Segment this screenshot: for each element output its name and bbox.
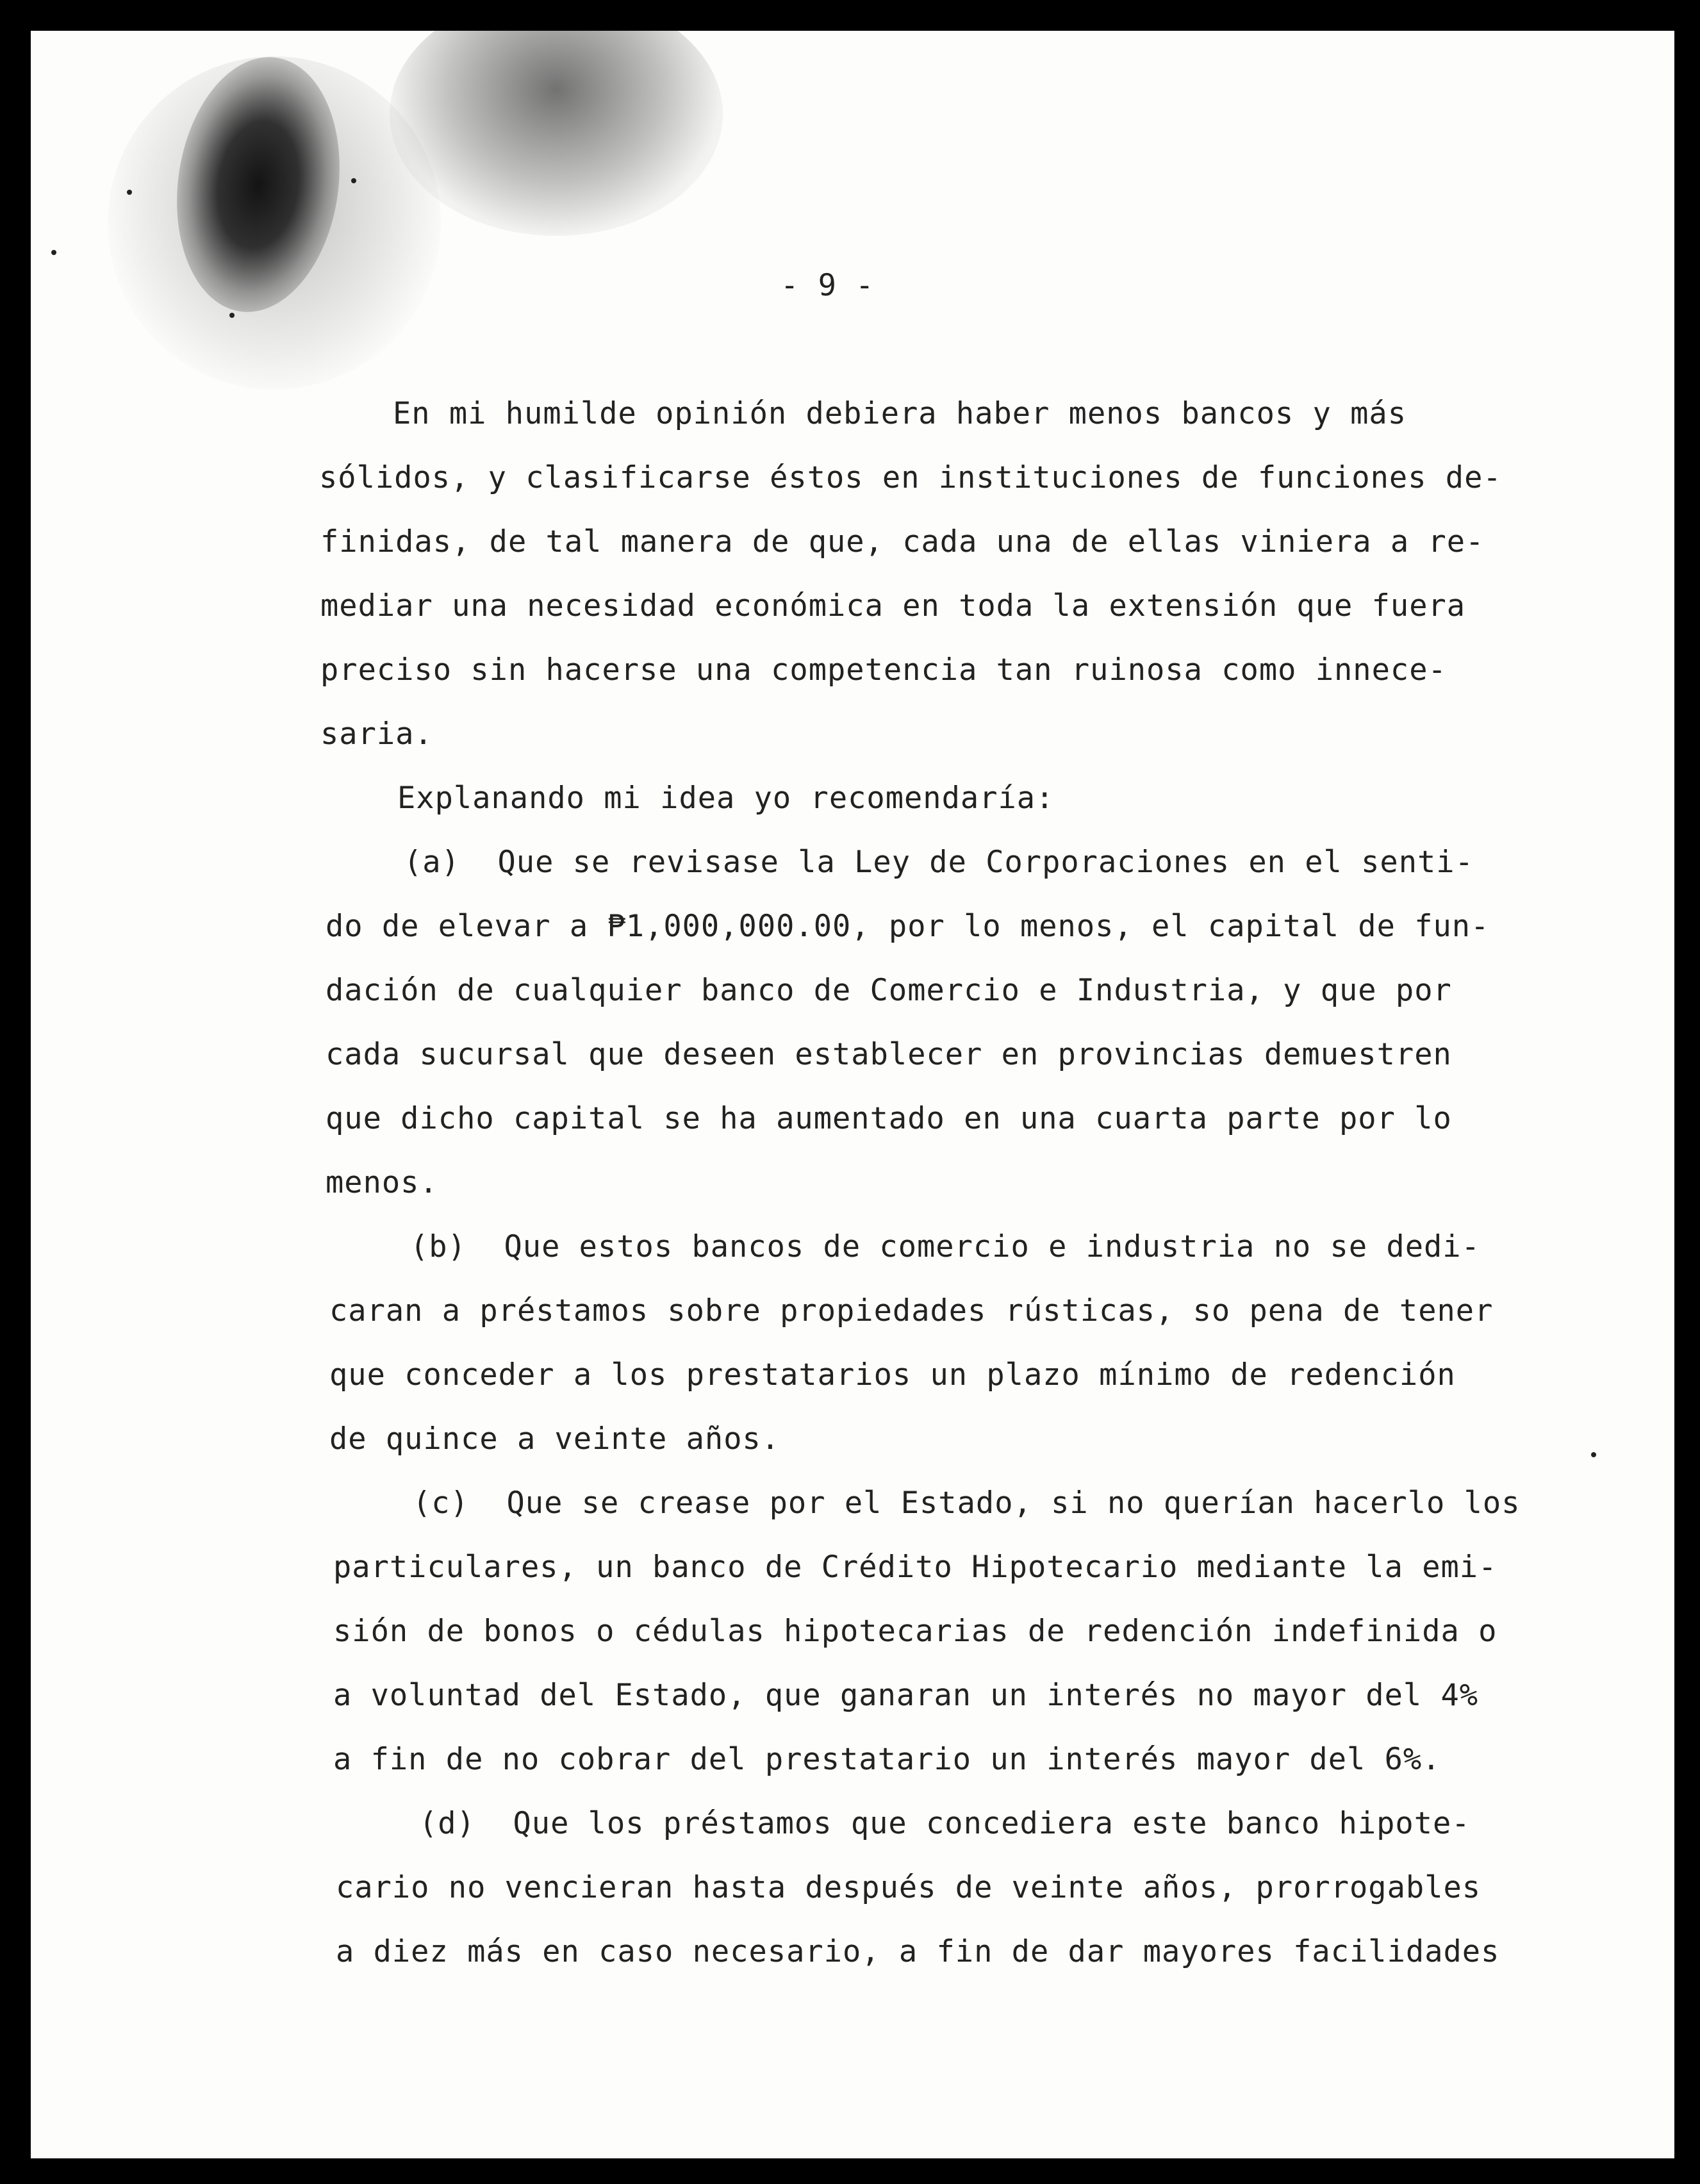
text-line: caran a préstamos sobre propiedades rústicas, so pena de tener	[329, 1293, 1494, 1328]
text-line: que conceder a los prestatarios un plazo mínimo de redención	[329, 1357, 1456, 1393]
document-page	[31, 31, 1674, 2158]
text-line: de quince a veinte años.	[329, 1421, 780, 1457]
text-line: finidas, de tal manera de que, cada una de ellas viniera a re-	[320, 524, 1485, 559]
text-line: Explanando mi idea yo recomendaría:	[397, 781, 1055, 816]
text-line: a voluntad del Estado, que ganaran un interés no mayor del 4%	[333, 1678, 1479, 1713]
text-line: a fin de no cobrar del prestatario un interés mayor del 6%.	[333, 1742, 1441, 1777]
speck	[229, 313, 235, 318]
speck	[1591, 1452, 1596, 1457]
text-line: particulares, un banco de Crédito Hipotecario mediante la emi-	[333, 1550, 1498, 1585]
text-line: (d) Que los préstamos que concediera este banco hipote-	[419, 1806, 1471, 1841]
text-line: sólidos, y clasificarse éstos en instituciones de funciones de-	[319, 460, 1502, 495]
text-line: saria.	[320, 716, 433, 752]
ink-stain	[161, 47, 355, 323]
speck	[51, 250, 56, 255]
ink-stain-halo	[108, 56, 441, 390]
page-number: - 9 -	[780, 268, 875, 303]
text-line: menos.	[326, 1165, 438, 1200]
text-line: dación de cualquier banco de Comercio e Industria, y que por	[326, 973, 1452, 1008]
text-line: (c) Que se crease por el Estado, si no querían hacerlo los	[413, 1485, 1521, 1521]
text-line: a diez más en caso necesario, a fin de dar mayores facilidades	[336, 1934, 1500, 1969]
text-line: (a) Que se revisase la Ley de Corporaciones en el senti-	[404, 845, 1474, 880]
text-line: que dicho capital se ha aumentado en una cuarta parte por lo	[326, 1101, 1452, 1136]
text-line: preciso sin hacerse una competencia tan ruinosa como innece-	[320, 652, 1447, 688]
text-line: (b) Que estos bancos de comercio e industria no se dedi-	[410, 1229, 1480, 1264]
text-line: En mi humilde opinión debiera haber menos bancos y más	[393, 396, 1407, 431]
ink-stain-top	[390, 31, 723, 236]
text-line: cada sucursal que deseen establecer en provincias demuestren	[326, 1037, 1452, 1072]
text-line: mediar una necesidad económica en toda la extensión que fuera	[320, 588, 1466, 624]
speck	[351, 178, 356, 183]
text-line: do de elevar a ₱1,000,000.00, por lo menos, el capital de fun-	[326, 909, 1490, 944]
text-line: sión de bonos o cédulas hipotecarias de redención indefinida o	[333, 1614, 1498, 1649]
text-line: cario no vencieran hasta después de veinte años, prorrogables	[336, 1870, 1481, 1905]
speck	[127, 190, 132, 195]
